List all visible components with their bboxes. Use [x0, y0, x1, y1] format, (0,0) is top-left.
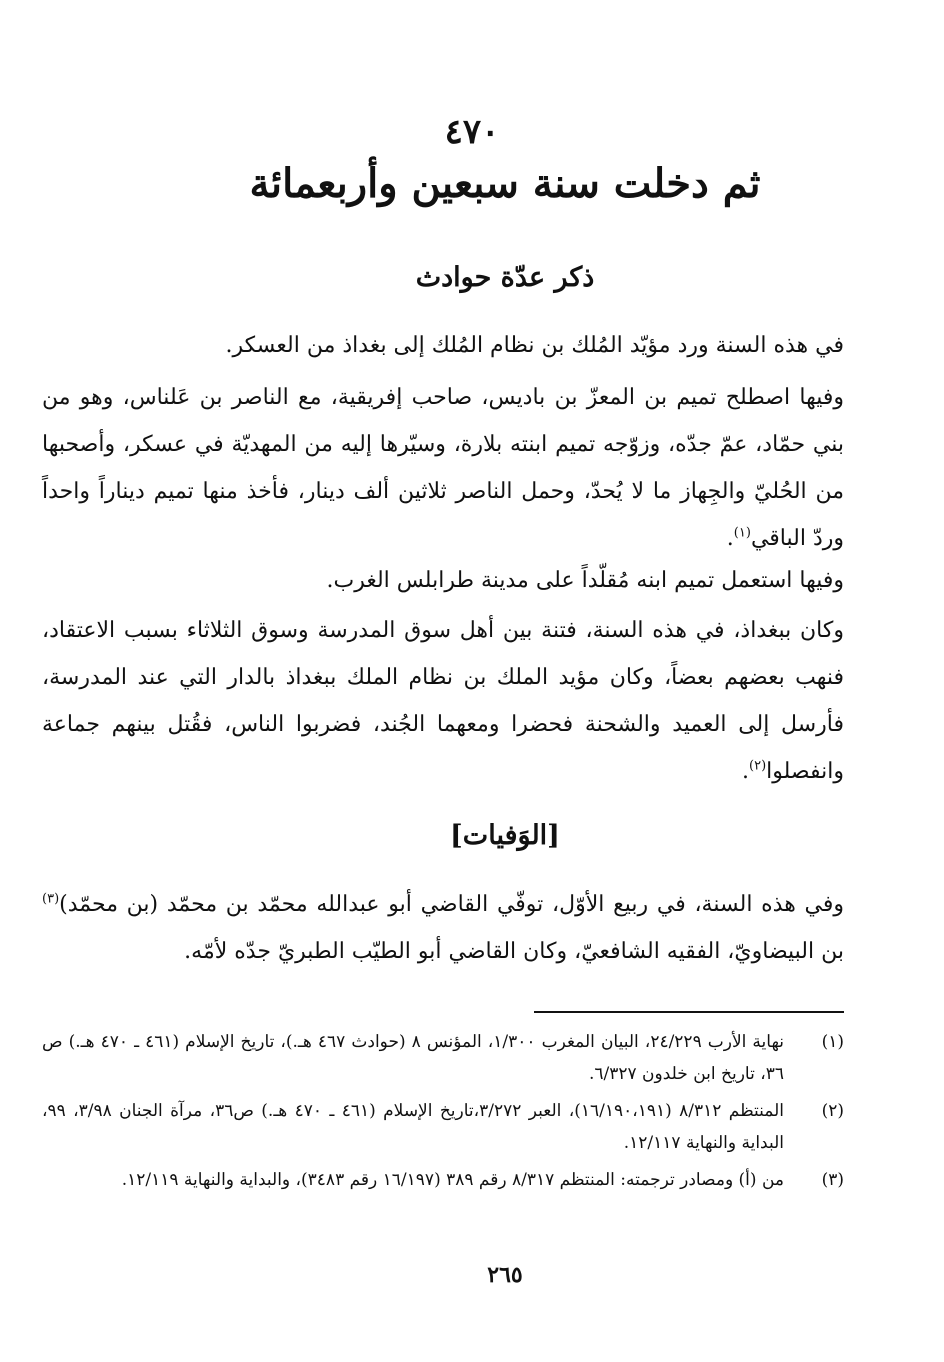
footnote-ref-1[interactable]: (١) — [733, 525, 751, 541]
footnote-ref-2[interactable]: (٢) — [749, 758, 767, 774]
paragraph-2-text: وفيها اصطلح تميم بن المعزّ بن باديس، صاحب إفريقية، مع الناصر بن عَلناس، وهو من بني حمّاد، عمّ جدّه، وزوّجه تميم ابنته بلارة، وسيّرها إليه من المهديّة في عسكر، وأصحبها من الحُليّ والجِهاز ما لا يُحدّ، وحمل الناصر ثلاثين ألف دينار، فأخذ منها تميم ديناراً واحداً وردّ الباقي — [42, 385, 844, 551]
paragraph-5 — [42, 881, 844, 975]
footnote-divider — [534, 1011, 844, 1013]
paragraph-1-text: في هذه السنة ورد مؤيّد المُلك بن نظام المُلك إلى بغداذ من العسكر. — [225, 333, 844, 358]
page-title: ثم دخلت سنة سبعين وأربعمائة — [249, 160, 761, 207]
footnote-text: نهاية الأرب ٢٤/٢٢٩، البيان المغرب ١/٣٠٠، المؤنس ٨ (حوادث ٤٦٧ هـ.)، تاريخ الإسلام (٤٦١ ـ ٤٧٠ هـ.) ص ٣٦، تاريخ ابن خلدون ٦/٣٢٧. — [42, 1032, 785, 1084]
paragraph-2: وفيها اصطلح تميم بن المعزّ بن باديس، صاحب إفريقية، مع الناصر بن عَلناس، وهو من بني حمّاد، عمّ جدّه، وزوّجه تميم ابنته بلارة، وسيّرها إليه من المهديّة في عسكر، وأصحبها من الحُليّ والجِهاز ما لا يُحدّ، وحمل الناصر ثلاثين ألف دينار، فأخذ منها تميم ديناراً واحداً وردّ الباقي$^{(١)}$. — [42, 385, 844, 551]
page-number: ٢٦٥ — [487, 1262, 523, 1288]
footnote-number: (١) — [821, 1032, 844, 1052]
paragraph-4-text: وكان ببغداذ، في هذه السنة، فتنة بين أهل سوق المدرسة وسوق الثلاثاء بسبب الاعتقاد، فنهب بعضهم بعضاً، وكان مؤيد الملك بن نظام الملك ببغداذ بالدار التي عند المدرسة، فأرسل إلى العميد والشحنة فحضرا ومعهما الجُند، فضربوا الناس، فقُتل بينهم جماعة وانفصلوا — [42, 618, 844, 784]
footnote-text: من (أ) ومصادر ترجمته: المنتظم ٨/٣١٧ رقم ٣٨٩ (١٦/١٩٧ رقم ٣٤٨٣)، والبداية والنهاية ١٢/١١٩. — [121, 1170, 784, 1190]
footnote-number: (٣) — [821, 1170, 844, 1190]
footnote-1 — [42, 1026, 844, 1090]
paragraph-5-text-b: بن البيضاويّ، الفقيه الشافعيّ، وكان القاضي أبو الطيّب الطبريّ جدّه لأمّه. — [184, 939, 844, 964]
paragraph-5-text-a: وفي هذه السنة، في ربيع الأوّل، توفّي القاضي أبو عبدالله محمّد بن محمّد (بن محمّد) — [59, 892, 844, 917]
footnote-2 — [42, 1095, 844, 1159]
footnote-text: المنتظم ٨/٣١٢ (١٦/١٩٠،١٩١)، العبر ٣/٢٧٢،تاريخ الإسلام (٤٦١ ـ ٤٧٠ هـ.) ص٣٦، مرآة الجنان ٣/٩٨، ٩٩، البداية والنهاية ١٢/١١٧. — [42, 1101, 785, 1153]
paragraph-3 — [42, 557, 844, 604]
paragraph-1 — [42, 322, 844, 369]
footnotes-section — [42, 1026, 844, 1201]
events-heading: ذكر عدّة حوادث — [415, 262, 595, 293]
deaths-heading: [الوَفيات] — [450, 820, 560, 851]
paragraph-3-text: وفيها استعمل تميم ابنه مُقلّداً على مدينة طرابلس الغرب. — [326, 568, 844, 593]
year-number: ٤٧٠ — [444, 112, 500, 152]
paragraph-4: وكان ببغداذ، في هذه السنة، فتنة بين أهل سوق المدرسة وسوق الثلاثاء بسبب الاعتقاد، فنهب بعضهم بعضاً، وكان مؤيد الملك بن نظام الملك ببغداذ بالدار التي عند المدرسة، فأرسل إلى العميد والشحنة فحضرا ومعهما الجُند، فضربوا الناس، فقُتل بينهم جماعة وانفصلوا$^{(٢)}$. — [42, 618, 844, 784]
footnote-3 — [42, 1164, 844, 1196]
footnote-ref-3[interactable]: (٣) — [42, 891, 60, 907]
footnote-number: (٢) — [821, 1101, 844, 1121]
